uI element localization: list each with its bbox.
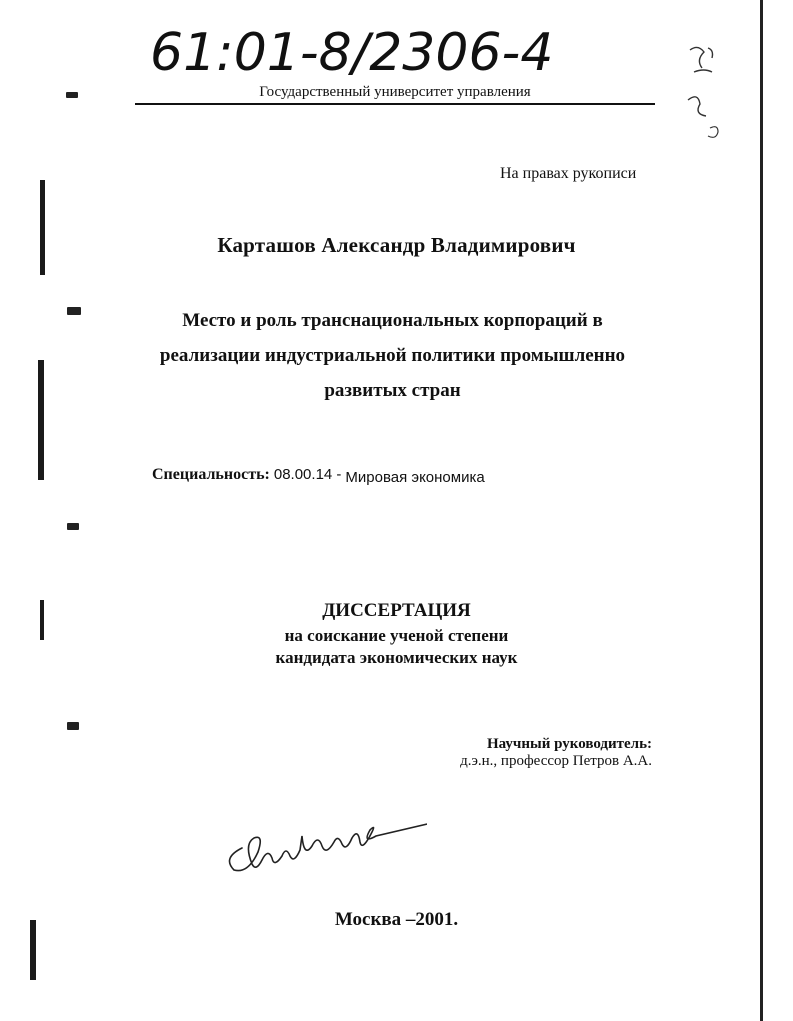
handwritten-catalog-number <box>150 12 620 84</box>
specialty-field: Мировая экономика <box>345 469 485 486</box>
margin-speck <box>67 307 81 315</box>
title-line: реализации индустриальной политики промышленно <box>159 345 626 366</box>
degree-line-2: кандидата экономических наук <box>275 648 518 667</box>
author-name: Карташов Александр Владимирович <box>217 233 576 257</box>
margin-speck <box>66 92 78 98</box>
scan-right-edge <box>760 0 763 1021</box>
margin-speck <box>67 523 79 530</box>
scan-left-edge-mark <box>38 360 44 480</box>
author-signature <box>212 818 427 878</box>
catalog-number-text: 61:01-8/2306-4 <box>150 23 554 83</box>
specialty-line <box>152 466 485 484</box>
supervisor-name: д.э.н., профессор Петров А.А. <box>460 753 652 769</box>
specialty-code: 08.00.14 - <box>273 466 342 483</box>
city-year: Москва –2001. <box>334 909 459 930</box>
degree-line-1: на соискание ученой степени <box>284 626 509 645</box>
dissertation-title <box>120 303 665 408</box>
title-line: развитых стран <box>324 380 461 401</box>
rights-note: На правах рукописи <box>500 165 637 182</box>
scan-left-edge-mark <box>40 180 45 275</box>
dissertation-heading: ДИССЕРТАЦИЯ <box>322 600 471 621</box>
specialty-label: Специальность: <box>152 466 270 483</box>
university-name: Государственный университет управления <box>259 84 531 100</box>
title-line: Место и роль транснациональных корпораций в <box>182 310 603 331</box>
supervisor-label: Научный руководитель: <box>487 736 652 752</box>
university-underline <box>135 103 655 105</box>
corner-handwritten-marks <box>680 40 740 150</box>
margin-speck <box>67 722 79 730</box>
